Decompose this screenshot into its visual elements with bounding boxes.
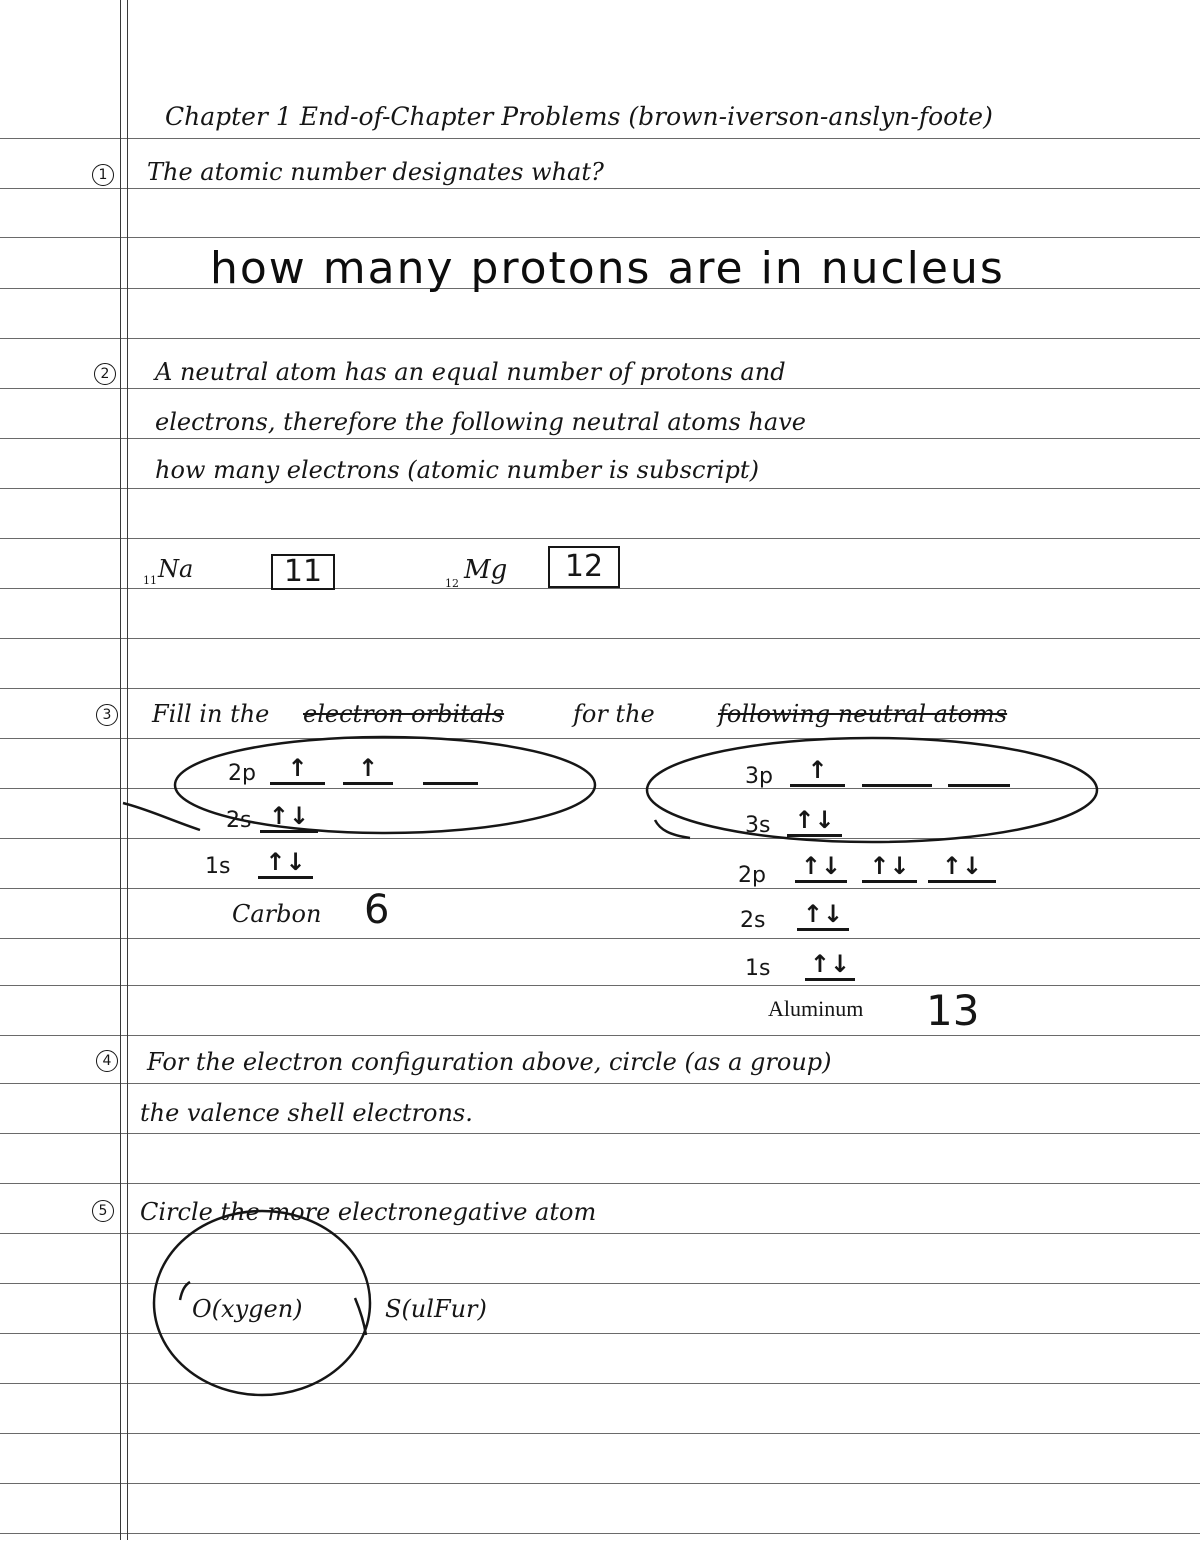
aluminum-answer: 13 bbox=[926, 986, 980, 1035]
page-title: Chapter 1 End-of-Chapter Problems (brown-iverson-anslyn-foote) bbox=[165, 102, 993, 131]
carbon-orbital-label: 2s bbox=[226, 808, 252, 833]
aluminum-label: Aluminum bbox=[768, 996, 864, 1021]
carbon-2p-slot: ↑ bbox=[343, 754, 393, 785]
question-5-number: 5 bbox=[92, 1200, 114, 1222]
circle-stroke-tail bbox=[180, 1282, 190, 1300]
carbon-orbital-label: 2p bbox=[228, 761, 256, 786]
question-1-answer: how many protons are in nucleus bbox=[210, 243, 1005, 294]
carbon-circle-tail bbox=[123, 803, 200, 830]
question-3-prompt-middle: for the bbox=[573, 700, 655, 728]
magnesium-subscript: 12 bbox=[445, 577, 459, 590]
question-5-prompt: Circle the more electronegative atom bbox=[140, 1198, 597, 1226]
sulfur-option: S(ulFur) bbox=[385, 1295, 487, 1323]
oxygen-choice-circle bbox=[154, 1211, 370, 1395]
question-4-prompt-line: For the electron configuration above, circle (as a group) bbox=[147, 1048, 832, 1076]
question-2-number: 2 bbox=[94, 363, 116, 385]
question-3-prompt-struck: electron orbitals bbox=[303, 700, 505, 728]
aluminum-circle-tail bbox=[655, 820, 690, 838]
aluminum-orbital-label: 2p bbox=[738, 863, 766, 888]
question-3-prompt-start: Fill in the bbox=[152, 700, 270, 728]
question-1-prompt: The atomic number designates what? bbox=[147, 158, 604, 186]
question-2-prompt-line: how many electrons (atomic number is subscript) bbox=[155, 456, 759, 484]
sodium-symbol: Na bbox=[158, 555, 194, 583]
aluminum-orbital-label: 3p bbox=[745, 764, 773, 789]
aluminum-valence-circle bbox=[647, 738, 1097, 842]
question-2-prompt-line: electrons, therefore the following neutral atoms have bbox=[155, 408, 806, 436]
aluminum-orbital-label: 2s bbox=[740, 908, 766, 933]
question-1-number: 1 bbox=[92, 164, 114, 186]
carbon-label: Carbon bbox=[232, 900, 322, 928]
sodium-answer-box: 11 bbox=[271, 554, 335, 590]
question-3-prompt-struck: following neutral atoms bbox=[718, 700, 1008, 728]
magnesium-answer-box: 12 bbox=[548, 546, 620, 588]
magnesium-symbol: Mg bbox=[464, 555, 508, 585]
question-4-number: 4 bbox=[96, 1050, 118, 1072]
carbon-answer: 6 bbox=[364, 887, 390, 933]
carbon-orbital-label: 1s bbox=[205, 854, 231, 879]
aluminum-2p-slot: ↑↓ bbox=[928, 852, 996, 883]
oxygen-option: O(xygen) bbox=[192, 1295, 303, 1323]
aluminum-2s-slot: ↑↓ bbox=[797, 900, 849, 931]
question-3-number: 3 bbox=[96, 704, 118, 726]
aluminum-3p-slot: ↑ bbox=[790, 756, 845, 787]
aluminum-1s-slot: ↑↓ bbox=[805, 950, 855, 981]
aluminum-orbital-label: 1s bbox=[745, 956, 771, 981]
aluminum-orbital-label: 3s bbox=[745, 813, 771, 838]
circle-stroke-tail bbox=[355, 1298, 366, 1335]
carbon-1s-slot: ↑↓ bbox=[258, 848, 313, 879]
aluminum-2p-slot: ↑↓ bbox=[862, 852, 917, 883]
aluminum-2p-slot: ↑↓ bbox=[795, 852, 847, 883]
aluminum-3s-slot: ↑↓ bbox=[787, 806, 842, 837]
carbon-2p-slot: ↑ bbox=[270, 754, 325, 785]
question-4-prompt-line: the valence shell electrons. bbox=[140, 1099, 473, 1127]
carbon-valence-circle bbox=[175, 737, 595, 833]
question-2-prompt-line: A neutral atom has an equal number of protons and bbox=[155, 358, 786, 386]
carbon-2s-slot: ↑↓ bbox=[260, 802, 318, 833]
sodium-subscript: 11 bbox=[143, 574, 157, 587]
